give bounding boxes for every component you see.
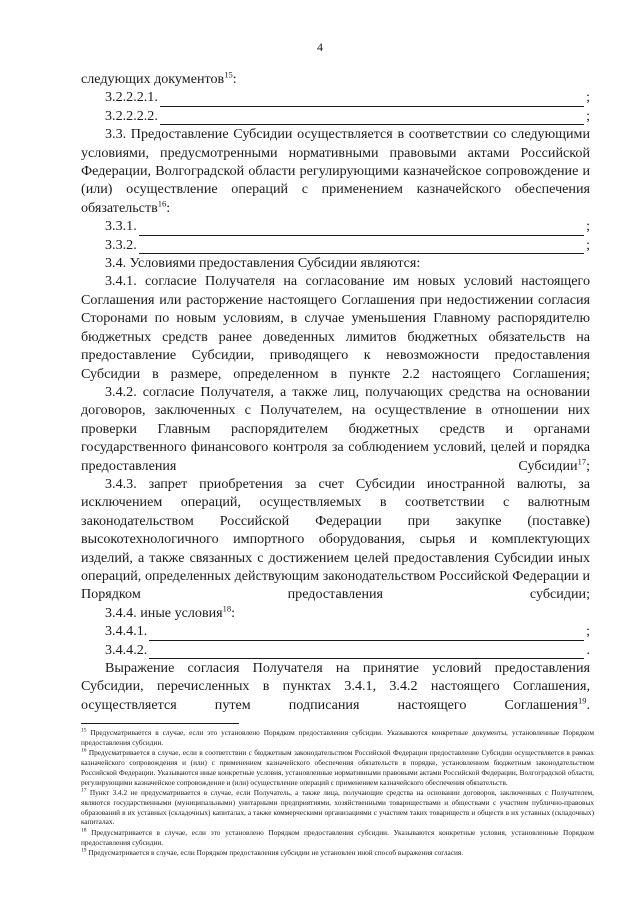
document-body	[81, 70, 590, 714]
fill-in-blank	[160, 93, 584, 107]
paragraph-3-3: 3.3. Предоставление Субсидии осуществляется в соответствии со следующими условиями, предусмотренными нормативными правовыми актами Российской Федерации, Волгоградской области регулирующими казначейское сопровождение и (или) осуществление операций с применением казначейского обеспечения обязательств$^{16}$:	[81, 126, 590, 216]
footnote-16: $^{16}$ Предусматривается в случае, если в соответствии с бюджетным законодательством Российской Федерации предоставление Субсидии осуществляется в рамках казначейского сопровождения и (или) с применением казначейского обеспечения обязательств в порядке, установленном бюджетным законодательством Российской Федерации. Указываются иные конкретные условия, установленные нормативными правовыми актами Российской Федерации, Волгоградской области, регулирующими казначейское сопровождение и (или) осуществление операций с применением казначейского обеспечения обязательств.	[81, 747, 594, 787]
paragraph-3-4-4: 3.4.4. иные условия$^{18}$:	[105, 603, 236, 621]
paragraph-3-4-1: 3.4.1. согласие Получателя на согласование им новых условий настоящего Соглашения или расторжение настоящего Соглашения при недостижении согласия Сторонами по новым условиям, в случае уменьшения Главному распорядителю бюджетных средств ранее доведенных лимитов бюджетных обязательств на предоставление Субсидии, приводящего к невозможности предоставления Субсидии в размере, определенном в пункте 2.2 настоящего Соглашения;	[81, 273, 590, 382]
footnote-ref-19: 19	[577, 695, 587, 706]
paragraph-3-4-2: 3.4.2. согласие Получателя, а также лиц, получающих средства на основании договоров, заключенных с Получателем, на осуществление в отношении них проверки Главным распорядителем бюджетных средств и органами государственного финансового контроля за соблюдением условий, целей и порядка предоставления Субсидии$^{17}$;	[81, 383, 590, 474]
blank-line-3-3-1: 3.3.1. ;	[105, 218, 590, 235]
footnote-separator	[81, 723, 239, 724]
blank-line-3-2-2-2-2: 3.2.2.2.2. ;	[105, 107, 590, 124]
footnote-ref-16: 16	[157, 198, 167, 209]
fill-in-blank	[160, 111, 584, 125]
blank-line-3-2-2-2-1: 3.2.2.2.1. ;	[105, 89, 590, 106]
footnote-ref-15: 15	[224, 69, 233, 80]
footnote-ref-18: 18	[222, 603, 232, 614]
footnote-19: $^{19}$ Предусматривается в случае, если Порядком предоставления субсидии не установлен иной способ выражения согласия.	[81, 848, 464, 858]
fill-in-blank	[149, 627, 584, 641]
footnote-18: $^{18}$ Предусматривается в случае, если это установлено Порядком предоставления субсидии. Указываются конкретные условия, установленные Порядком предоставления субсидии.	[81, 827, 594, 847]
fill-in-blank	[139, 240, 584, 254]
paragraph-consent: Выражение согласия Получателя на принятие условий предоставления Субсидии, перечисленных в пунктах 3.4.1, 3.4.2 настоящего Соглашения, осуществляется путем подписания настоящего Соглашения$^{19}$.	[81, 660, 590, 713]
footnote-15: $^{15}$ Предусматривается в случае, если это установлено Порядком предоставления субсидии. Указываются конкретные документы, установленные Порядком предоставления субсидии.	[81, 727, 594, 747]
blank-line-3-3-2: 3.3.2. ;	[105, 236, 590, 253]
fill-in-blank	[149, 645, 584, 659]
page-number: 4	[317, 40, 323, 54]
fill-in-blank	[139, 222, 584, 236]
footnotes	[81, 728, 594, 859]
footnote-17: $^{17}$ Пункт 3.4.2 не предусматривается в случае, если Получатель, а также лица, получающие средства на основании договоров, заключенных с Получателем, являются государственными (муниципальными) унитарными предприятиями, хозяйственными товариществами и обществами с участием публично-правовых образований в их уставных (складочных) капиталах, а также коммерческими организациями с участием таких товариществ и обществ в их уставных (складочных) капиталах.	[81, 787, 594, 827]
paragraph-documents-list: следующих документов$^{15}$:	[81, 69, 237, 87]
paragraph-3-4-3: 3.4.3. запрет приобретения за счет Субсидии иностранной валюты, за исключением операций, осуществляемых в соответствии с валютным законодательством Российской Федерации при закупке (поставке) высокотехнологичного импортного оборудования, сырья и комплектующих изделий, а также связанных с достижением целей предоставления Субсидии иных операций, определенных действующим законодательством Российской Федерации и Порядком предоставления субсидии;	[81, 475, 590, 603]
paragraph-3-4: 3.4. Условиями предоставления Субсидии являются:	[105, 255, 421, 272]
blank-line-3-4-4-1: 3.4.4.1. ;	[105, 623, 590, 640]
footnote-ref-17: 17	[577, 455, 587, 466]
blank-line-3-4-4-2: 3.4.4.2. .	[105, 641, 590, 658]
